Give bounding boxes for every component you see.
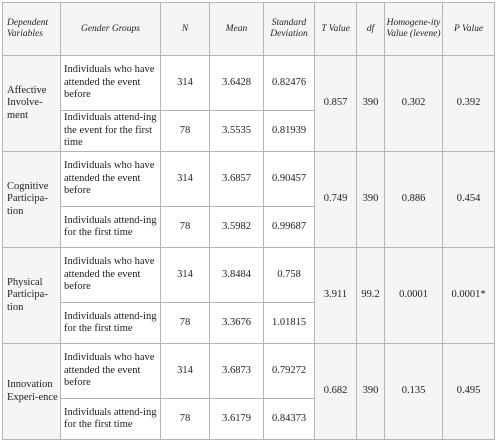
sd-cell: 0.90457 — [264, 152, 315, 207]
p-value-cell: 0.454 — [443, 152, 495, 248]
homogeneity-cell: 0.302 — [385, 56, 443, 152]
df-cell: 390 — [357, 56, 385, 152]
sd-cell: 0.79272 — [264, 344, 315, 399]
header-standard-deviation: Standard Deviation — [264, 3, 315, 56]
gender-group-cell: Individuals attend-ing the event for the first time — [61, 111, 161, 152]
mean-cell: 3.5982 — [210, 207, 264, 248]
gender-group-cell: Individuals attend-ing for the first time — [61, 303, 161, 344]
mean-cell: 3.6179 — [210, 399, 264, 440]
df-cell: 390 — [357, 344, 385, 440]
gender-group-cell: Individuals who have attended the event before — [61, 248, 161, 303]
n-cell: 78 — [161, 111, 210, 152]
dependent-variable-cell: Cognitive Participa-tion — [3, 152, 61, 248]
sd-cell: 1.01815 — [264, 303, 315, 344]
sd-cell: 0.82476 — [264, 56, 315, 111]
header-homogeneity-value: Homogene-ity Value (levene) — [385, 3, 443, 56]
n-cell: 314 — [161, 248, 210, 303]
mean-cell: 3.8484 — [210, 248, 264, 303]
homogeneity-cell: 0.135 — [385, 344, 443, 440]
mean-cell: 3.5535 — [210, 111, 264, 152]
table-row — [3, 56, 495, 111]
sd-cell: 0.758 — [264, 248, 315, 303]
n-cell: 314 — [161, 152, 210, 207]
mean-cell: 3.6857 — [210, 152, 264, 207]
header-t-value: T Value — [315, 3, 357, 56]
table-row — [3, 152, 495, 207]
df-cell: 99.2 — [357, 248, 385, 344]
table-row — [3, 248, 495, 303]
header-dependent-variables: Dependent Variables — [3, 3, 61, 56]
gender-group-cell: Individuals who have attended the event before — [61, 152, 161, 207]
mean-cell: 3.6873 — [210, 344, 264, 399]
gender-group-cell: Individuals who have attended the event before — [61, 344, 161, 399]
n-cell: 78 — [161, 399, 210, 440]
dependent-variable-cell: Affective Involve-ment — [3, 56, 61, 152]
sd-cell: 0.99687 — [264, 207, 315, 248]
n-cell: 78 — [161, 207, 210, 248]
header-df: df — [357, 3, 385, 56]
gender-group-cell: Individuals attend-ing for the first time — [61, 207, 161, 248]
header-n: N — [161, 3, 210, 56]
dependent-variable-cell: Physical Participa-tion — [3, 248, 61, 344]
dependent-variable-cell: Innovation Experi-ence — [3, 344, 61, 440]
sd-cell: 0.84373 — [264, 399, 315, 440]
homogeneity-cell: 0.0001 — [385, 248, 443, 344]
results-table — [2, 2, 495, 440]
n-cell: 314 — [161, 56, 210, 111]
header-p-value: P Value — [443, 3, 495, 56]
p-value-cell: 0.495 — [443, 344, 495, 440]
t-value-cell: 0.682 — [315, 344, 357, 440]
t-value-cell: 0.749 — [315, 152, 357, 248]
n-cell: 314 — [161, 344, 210, 399]
t-value-cell: 0.857 — [315, 56, 357, 152]
header-row — [3, 3, 495, 56]
header-gender-groups: Gender Groups — [61, 3, 161, 56]
table-row — [3, 344, 495, 399]
df-cell: 390 — [357, 152, 385, 248]
gender-group-cell: Individuals who have attended the event before — [61, 56, 161, 111]
sd-cell: 0.81939 — [264, 111, 315, 152]
header-mean: Mean — [210, 3, 264, 56]
p-value-cell: 0.0001* — [443, 248, 495, 344]
p-value-cell: 0.392 — [443, 56, 495, 152]
mean-cell: 3.3676 — [210, 303, 264, 344]
homogeneity-cell: 0.886 — [385, 152, 443, 248]
t-value-cell: 3.911 — [315, 248, 357, 344]
mean-cell: 3.6428 — [210, 56, 264, 111]
n-cell: 78 — [161, 303, 210, 344]
results-table-container — [2, 2, 495, 440]
gender-group-cell: Individuals attend-ing for the first time — [61, 399, 161, 440]
